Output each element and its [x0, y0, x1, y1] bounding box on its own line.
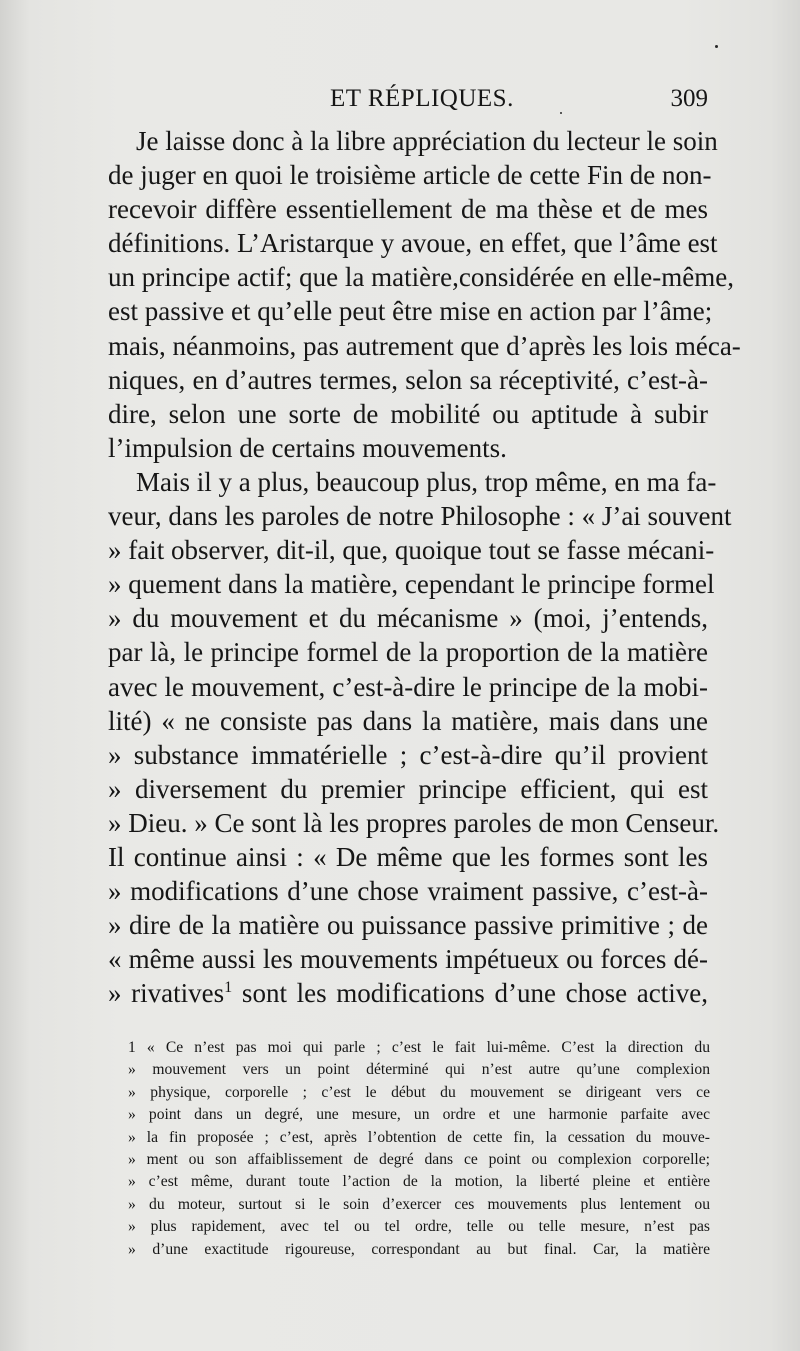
- text-fragment: sont les modifications d’une chose active,: [232, 978, 708, 1009]
- text-line: Je laisse donc à la libre appréciation du lecteur le soin: [136, 126, 718, 156]
- paper-speck: [560, 112, 562, 114]
- text-line: niques, en d’autres termes, selon sa réceptivité, c’est-à-: [108, 364, 708, 395]
- text-line: » substance immatérielle ; c’est-à-dire qu’il provient: [108, 739, 708, 770]
- text-line: avec le mouvement, c’est-à-dire le principe de la mobi-: [108, 671, 708, 702]
- footnote-line: » mouvement vers un point déterminé qui n’est autre qu’une complexion: [128, 1061, 710, 1079]
- footnote-reference: 1: [224, 978, 233, 997]
- running-head-title: ET RÉPLIQUES.: [330, 85, 514, 112]
- text-line: mais, néanmoins, pas autrement que d’après les lois méca-: [108, 330, 741, 361]
- text-line: de juger en quoi le troisième article de cette Fin de non-: [108, 160, 712, 191]
- text-line: lité) « ne consiste pas dans la matière, mais dans une: [108, 705, 708, 736]
- text-line: Mais il y a plus, beaucoup plus, trop même, en ma fa-: [136, 466, 717, 497]
- text-line: » diversement du premier principe efficient, qui est: [108, 773, 708, 804]
- paper-speck: [715, 45, 718, 48]
- footnote-line: » plus rapidement, avec tel ou tel ordre, telle ou telle mesure, n’est pas: [128, 1218, 710, 1236]
- page-number: 309: [670, 85, 708, 112]
- text-line: » modifications d’une chose vraiment passive, c’est-à-: [108, 876, 708, 907]
- text-fragment: » rivatives: [108, 978, 225, 1009]
- footnote-line: » c’est même, durant toute l’action de la motion, la liberté pleine et entière: [128, 1173, 710, 1191]
- text-line: » fait observer, dit-il, que, quoique tout se fasse mécani-: [108, 535, 715, 566]
- footnote-line: » du moteur, surtout si le soin d’exercer ces mouvements plus lentement ou: [128, 1195, 710, 1213]
- text-line: » Dieu. » Ce sont là les propres paroles de mon Censeur.: [108, 807, 720, 838]
- text-line-with-footnote-ref: [108, 976, 708, 1010]
- footnote-line: » ment ou son affaiblissement de degré dans ce point ou complexion corporelle;: [128, 1150, 710, 1168]
- text-line: » du mouvement et du mécanisme » (moi, j’entends,: [108, 603, 708, 634]
- text-line: définitions. L’Aristarque y avoue, en effet, que l’âme est: [108, 228, 718, 259]
- text-line: est passive et qu’elle peut être mise en action par l’âme;: [108, 296, 713, 327]
- text-line: » quement dans la matière, cependant le principe formel: [108, 569, 715, 600]
- text-line: « même aussi les mouvements impétueux ou forces dé-: [108, 944, 708, 975]
- footnote-block: [128, 1037, 710, 1261]
- footnote-line: » point dans un degré, une mesure, un ordre et une harmonie parfaite avec: [128, 1106, 710, 1124]
- text-line: un principe actif; que la matière,considérée en elle-même,: [108, 262, 734, 293]
- text-line: dire, selon une sorte de mobilité ou aptitude à subir: [108, 398, 708, 429]
- footnote-line: » d’une exactitude rigoureuse, correspondant au but final. Car, la matière: [128, 1240, 710, 1258]
- text-line: » dire de la matière ou puissance passive primitive ; de: [108, 910, 708, 941]
- text-line: par là, le principe formel de la proportion de la matière: [108, 637, 708, 668]
- footnote-line: » physique, corporelle ; c’est le début du mouvement se dirigeant vers ce: [128, 1083, 710, 1101]
- text-line: veur, dans les paroles de notre Philosophe : « J’ai souvent: [108, 501, 732, 532]
- text-line: l’impulsion de certains mouvements.: [108, 432, 507, 463]
- text-line: recevoir diffère essentiellement de ma thèse et de mes: [108, 194, 708, 225]
- main-text: [108, 124, 741, 1010]
- running-head: [0, 85, 800, 119]
- footnote-line: 1 « Ce n’est pas moi qui parle ; c’est le fait lui-même. C’est la direction du: [128, 1039, 710, 1056]
- footnote-line: » la fin proposée ; c’est, après l’obtention de cette fin, la cessation du mouve-: [128, 1128, 710, 1146]
- text-line: Il continue ainsi : « De même que les formes sont les: [108, 841, 708, 872]
